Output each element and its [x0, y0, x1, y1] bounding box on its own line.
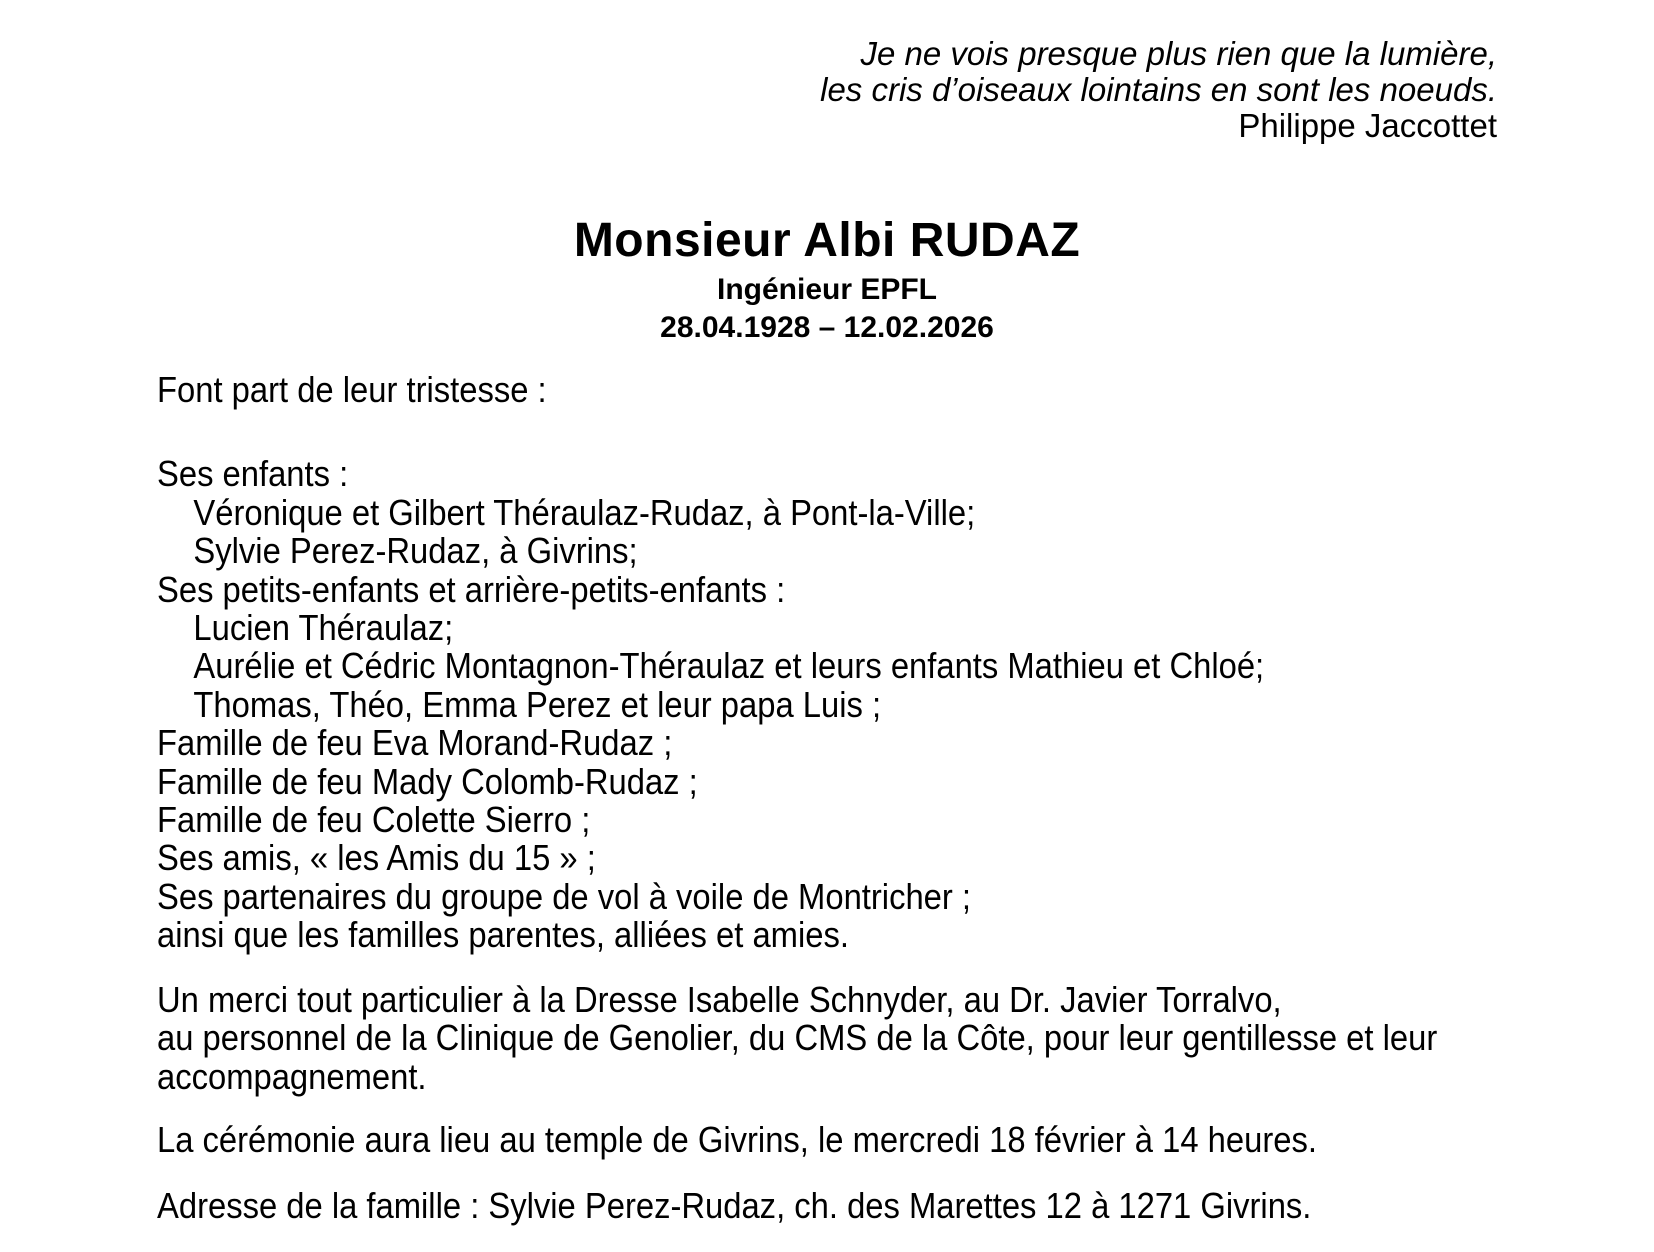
quote-line-2: les cris d’oiseaux lointains en sont les noeuds. — [820, 71, 1497, 108]
body-line-child-1: Véronique et Gilbert Théraulaz-Rudaz, à Pont-la-Ville; — [193, 491, 976, 533]
epigraph-quote — [820, 36, 1497, 144]
body-line-thanks-2: au personnel de la Clinique de Genolier, du CMS de la Côte, pour leur gentillesse et leur — [157, 1017, 1438, 1059]
body-line-family-2: Famille de feu Mady Colomb-Rudaz ; — [157, 760, 698, 802]
body-line-child-2: Sylvie Perez-Rudaz, à Givrins; — [193, 530, 638, 572]
body-line-thanks-3: accompagnement. — [157, 1055, 427, 1097]
announcement-body — [157, 371, 1613, 1226]
deceased-dates: 28.04.1928 – 12.02.2026 — [660, 311, 994, 344]
body-line-gliding-group: Ses partenaires du groupe de vol à voile de Montricher ; — [157, 875, 972, 917]
body-line-thanks-1: Un merci tout particulier à la Dresse Isabelle Schnyder, au Dr. Javier Torralvo, — [157, 978, 1282, 1020]
body-line-family-address: Adresse de la famille : Sylvie Perez-Rudaz, ch. des Marettes 12 à 1271 Givrins. — [157, 1185, 1312, 1227]
body-line-grandchild-3: Thomas, Théo, Emma Perez et leur papa Luis ; — [193, 683, 882, 725]
body-line-ceremony: La cérémonie aura lieu au temple de Givrins, le mercredi 18 février à 14 heures. — [157, 1118, 1317, 1160]
body-line-family-3: Famille de feu Colette Sierro ; — [157, 799, 591, 841]
quote-line-1: Je ne vois presque plus rien que la lumière, — [860, 35, 1497, 72]
deceased-profession: Ingénieur EPFL — [716, 273, 938, 306]
body-line-intro: Font part de leur tristesse : — [157, 369, 547, 410]
body-line-related-families: ainsi que les familles parentes, alliées et amies. — [157, 914, 849, 956]
body-line-friends: Ses amis, « les Amis du 15 » ; — [157, 837, 596, 879]
quote-attribution: Philippe Jaccottet — [1238, 107, 1497, 144]
body-line-grandchildren-head: Ses petits-enfants et arrière-petits-enfants : — [157, 568, 786, 610]
body-line-grandchild-1: Lucien Théraulaz; — [193, 607, 454, 649]
body-line-family-1: Famille de feu Eva Morand-Rudaz ; — [157, 722, 673, 764]
body-line-grandchild-2: Aurélie et Cédric Montagnon-Théraulaz et leurs enfants Mathieu et Chloé; — [193, 645, 1265, 687]
body-line-children-head: Ses enfants : — [157, 453, 349, 495]
title-block — [0, 214, 1654, 347]
deceased-name: Monsieur Albi RUDAZ — [573, 214, 1081, 267]
